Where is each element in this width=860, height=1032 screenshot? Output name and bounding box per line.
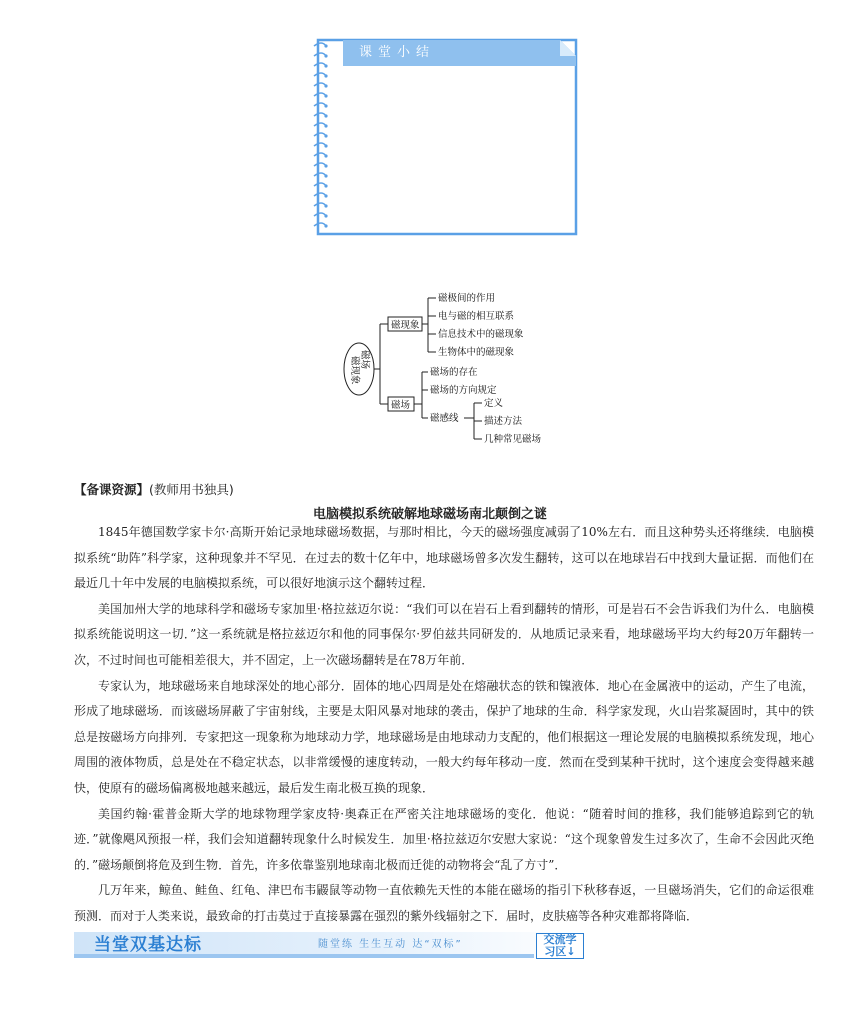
- leaf-9: 描述方法: [484, 416, 523, 427]
- leaf-5: 磁场的存在: [430, 367, 478, 378]
- branch-magnetic-phenomena: 磁现象: [391, 320, 420, 331]
- exchange-line-2: 习区↓: [544, 945, 576, 958]
- leaf-6: 磁场的方向规定: [430, 385, 497, 396]
- exchange-line-1: 交流学: [543, 933, 577, 946]
- branch-magnetic-field: 磁场: [391, 400, 411, 411]
- paragraph: 几万年来，鲸鱼、鲑鱼、红龟、津巴布韦鼹鼠等动物一直依赖先天性的本能在磁场的指引下秋移春返，一旦磁场消失，它们的命运很难预测．而对于人类来说，最致命的打击莫过于直接暴露在强烈的紫外线辐射之下．届时，皮肤癌等各种灾难都将降临．: [74, 883, 814, 923]
- leaf-3: 信息技术中的磁现象: [438, 329, 524, 340]
- summary-notebook: [310, 36, 580, 236]
- paragraph: 专家认为，地球磁场来自地球深处的地心部分．固体的地心四周是处在熔融状态的铁和镍液体．地心在金属液中的运动，产生了电流，形成了地球磁场．而该磁场屏蔽了宇宙射线，主要是太阳风暴对地球的袭击，保护了地球的生命．科学家发现，火山岩浆凝固时，其中的铁总是按磁场方向排列．专家把这一现象称为地球动力学，地球磁场是由地球动力支配的，他们根据这一理论发展的电脑模拟系统发现，地心周围的液体物质，总是处在不稳定状态，以非常缓慢的速度转动，一般大约每年移动一度．然而在受到某种干扰时，这个速度会变得越来越快，使原有的磁场偏离极地越来越远，最后发生南北极互换的现象．: [74, 678, 814, 795]
- paragraph: 1845年德国数学家卡尔·高斯开始记录地球磁场数据，与那时相比，今天的磁场强度减弱了10%左右．而且这种势头还将继续．电脑模拟系统“助阵”科学家，这种现象并不罕见．在过去的数十亿年中，地球磁场曾多次发生翻转，这可以在地球岩石中找到大量证据．而他们在最近几十年中发展的电脑模拟系统，可以很好地演示这个翻转过程．: [74, 525, 814, 591]
- resource-label: [74, 480, 234, 498]
- paragraph: 美国加州大学的地球科学和磁场专家加里·格拉兹迈尔说：“我们可以在岩石上看到翻转的情形，可是岩石不会告诉我们为什么．电脑模拟系统能说明这一切．”这一系统就是格拉兹迈尔和他的同事保尔·罗伯兹共同研发的．从地质记录来看，地球磁场平均大约每20万年翻转一次，不过时间也可能相差很大，并不固定，上一次磁场翻转是在78万年前．: [74, 601, 814, 667]
- leaf-2: 电与磁的相互联系: [438, 311, 515, 322]
- summary-title: 课堂小结: [359, 45, 436, 60]
- resource-note: (教师用书独具): [149, 482, 234, 497]
- root-label: 磁现象: [349, 356, 360, 385]
- article-body: [74, 520, 814, 930]
- leaf-4: 生物体中的磁现象: [438, 347, 515, 358]
- leaf-8: 定义: [484, 398, 504, 409]
- paragraph: 美国约翰·霍普金斯大学的地球物理学家皮特·奥森正在严密关注地球磁场的变化．他说：“随着时间的推移，我们能够追踪到它的轨迹．”就像飓风预报一样，我们会知道翻转现象什么时候发生．加里·格拉兹迈尔安慰大家说：“这个现象曾发生过多次了，生命不会因此灭绝的．”磁场颠倒将危及到生物．首先，许多依靠鉴别地球南北极而迁徙的动物将会“乱了方寸”．: [74, 806, 814, 872]
- leaf-1: 磁极间的作用: [438, 293, 496, 304]
- exchange-area-button[interactable]: [536, 933, 584, 959]
- mind-map: [338, 286, 558, 451]
- resource-bracket: 【备课资源】: [74, 482, 150, 497]
- article-title: 电脑模拟系统破解地球磁场南北颠倒之谜: [312, 507, 547, 522]
- leaf-7: 磁感线: [430, 413, 459, 424]
- footer-subtitle: 随堂练 生生互动 达“双标”: [318, 939, 463, 950]
- leaf-10: 几种常见磁场: [484, 434, 542, 445]
- footer-title: 当堂双基达标: [94, 935, 202, 955]
- svg-text:磁场: 磁场: [359, 350, 370, 370]
